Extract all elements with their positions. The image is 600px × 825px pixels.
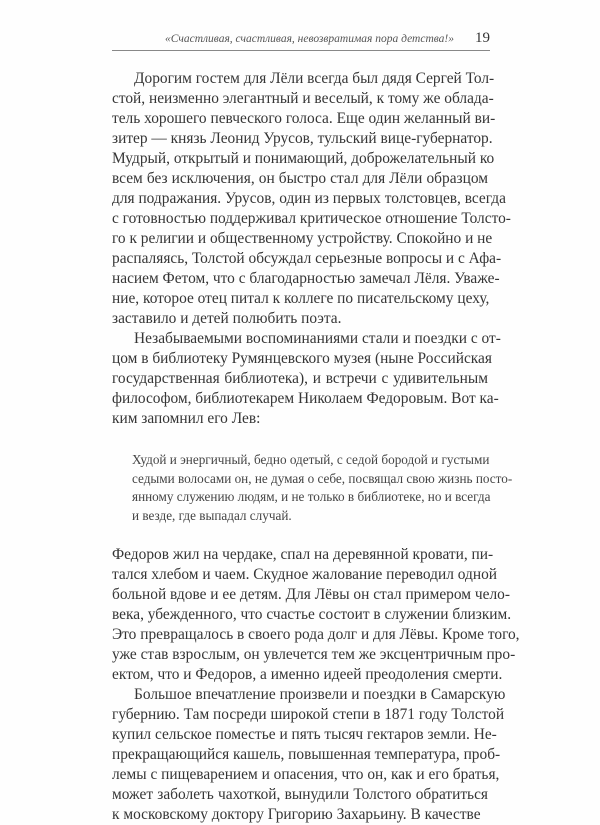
paragraphs-after-quote — [112, 545, 520, 825]
paragraphs-before-quote — [112, 69, 511, 429]
text-line: лемы с пищеварением и опасения, что он, как и его братья, — [112, 766, 500, 783]
text-line: Дорогим гостем для Лёли всегда был дядя Сергей Тол- — [134, 70, 495, 87]
quote-line: янному служению людям, и не только в библиотеке, но и всегда — [132, 489, 491, 504]
text-line: Мудрый, открытый и понимающий, доброжелательный ко — [112, 150, 495, 167]
text-line: государственная библиотека), и встречи с удивительным — [112, 370, 488, 387]
text-line: купил сельское поместье и пять тысяч гектаров земли. Не- — [112, 726, 497, 743]
text-line: к московскому доктору Григорию Захарьину. В качестве — [112, 806, 481, 823]
text-line: уже став взрослым, он увлечется тем же эксцентричным про- — [112, 646, 516, 663]
text-line: тался хлебом и чаем. Скудное жалование переводил одной — [112, 566, 498, 583]
text-line: цом в библиотеку Румянцевского музея (ныне Российская — [112, 350, 492, 367]
text-line: зитер — князь Леонид Урусов, тульский вице-губернатор. — [112, 130, 493, 147]
paragraph — [112, 685, 506, 825]
paragraph — [112, 69, 511, 329]
paragraph — [112, 329, 501, 429]
page-body — [112, 69, 520, 825]
text-line: Федоров жил на чердаке, спал на деревянной кровати, пи- — [112, 546, 494, 563]
header-rule — [112, 50, 490, 51]
text-line: для подражания. Урусов, один из первых толстовцев, всегда — [112, 190, 506, 207]
page-number: 19 — [475, 30, 490, 46]
text-line: го к религии и общественному устройству. Спокойно и не — [112, 230, 493, 247]
quote-line: Худой и энергичный, бедно одетый, с седой бородой и густыми — [132, 452, 490, 467]
text-line: больной вдове и ее детям. Для Лёвы он стал примером чело- — [112, 586, 510, 603]
text-line: насием Фетом, что с благодарностью замечал Лёля. Уваже- — [112, 270, 500, 287]
running-title: «Счастливая, счастливая, невозвратимая пора детства!» — [164, 33, 454, 45]
text-line: губернию. Там посреди широкой степи в 1871 году Толстой — [112, 706, 505, 723]
text-line: Большое впечатление произвели и поездки в Самарскую — [134, 686, 506, 703]
text-line: ектом, что и Федоров, а именно идеей преодоления смерти. — [112, 666, 503, 683]
text-line: всем без исключения, он быстро стал для Лёли образцом — [112, 170, 488, 187]
text-line: Это превращалось в своего рода долг и для Лёвы. Кроме того, — [112, 626, 520, 643]
text-line: ние, которое отец питал к коллеге по писательскому цеху, — [112, 290, 490, 307]
text-line: с готовностью поддерживал критическое отношение Толсто- — [112, 210, 511, 227]
block-quote — [132, 451, 513, 525]
text-line: распаляясь, Толстой обсуждал серьезные вопросы и с Афа- — [112, 250, 502, 267]
text-line: Незабываемыми воспоминаниями стали и поездки с от- — [134, 330, 501, 347]
running-header — [112, 30, 490, 50]
paragraph — [112, 545, 520, 685]
text-line: философом, библиотекарем Николаем Федоровым. Вот ка- — [112, 390, 499, 407]
text-line: может заболеть чахоткой, вынудили Толстого обратиться — [112, 786, 488, 803]
quote-line: и везде, где выпадал случай. — [132, 507, 292, 523]
text-line: ким запомнил его Лев: — [112, 410, 261, 427]
quote-line: седыми волосами он, не думая о себе, посвящал свою жизнь посто- — [132, 470, 513, 486]
text-line: тель хорошего певческого голоса. Еще один желанный ви- — [112, 110, 496, 127]
text-line: века, убежденного, что счастье состоит в служении близким. — [112, 606, 512, 623]
text-line: стой, неизменно элегантный и веселый, к тому же облада- — [112, 90, 494, 107]
text-line: прекращающийся кашель, повышенная температура, проб- — [112, 746, 501, 763]
text-line: заставило и детей полюбить поэта. — [112, 310, 342, 327]
